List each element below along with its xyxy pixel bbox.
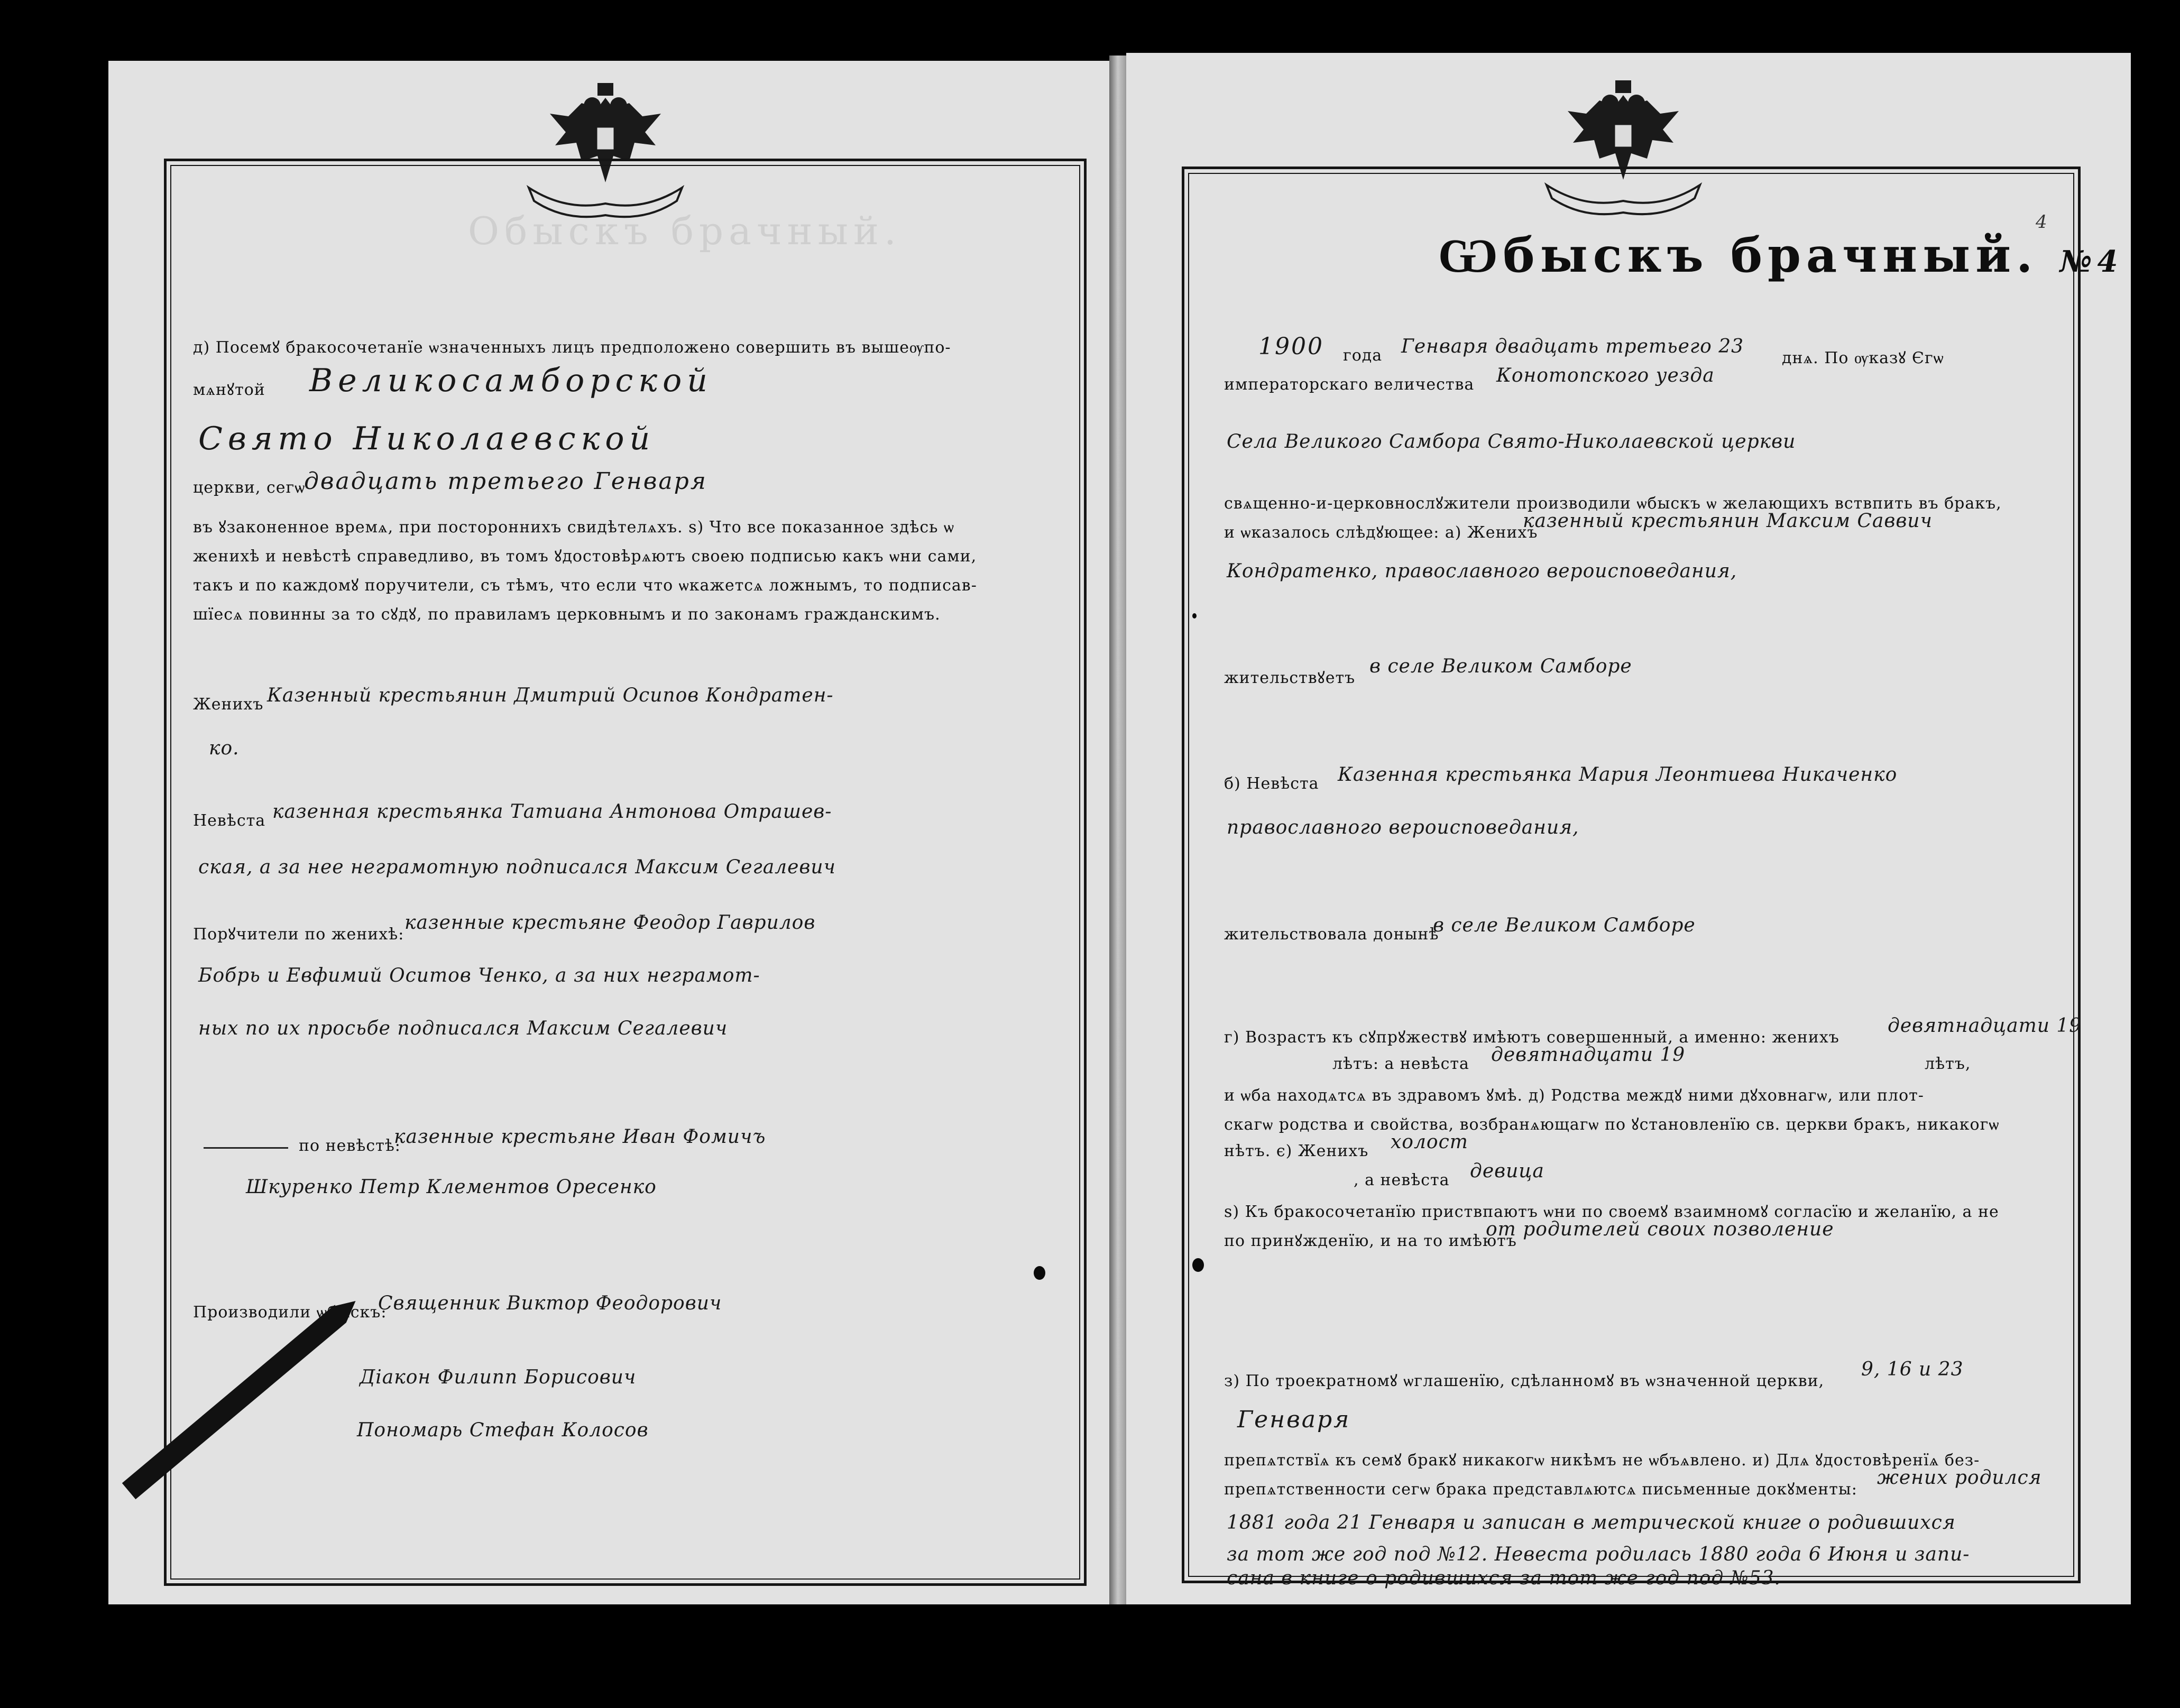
text-clergy: свѧщенно-и-церковнослꙋжители производили ѡбыскъ ѡ желающихъ вствпить въ бракъ, bbox=[1224, 494, 2002, 513]
hw-bride-status: девица bbox=[1470, 1160, 1544, 1182]
text-kin: скагѡ родства и свойства, возбранѧющагѡ по ꙋстановленїю св. церкви бракъ, никакогѡ bbox=[1224, 1115, 2000, 1134]
hw-sureties-g-2: Бобрь и Евфимий Оситов Ченко, а за них неграмот- bbox=[198, 965, 760, 986]
hw-docs-1: жених родился bbox=[1877, 1467, 2042, 1489]
text-consent-2: по принꙋжденїю, и на то имѣютъ bbox=[1224, 1232, 1517, 1250]
text-bride-is: , а невѣста bbox=[1354, 1171, 1450, 1189]
text-church-word: церкви, сегѡ bbox=[193, 478, 306, 497]
bride-label: Невѣста bbox=[193, 811, 266, 830]
hw-groom-2: Кондратенко, православного вероисповедания, bbox=[1227, 560, 1737, 582]
hw-groom: Казенный крестьянин Дмитрий Осипов Кондратен- bbox=[267, 685, 834, 706]
hw-groom-status: холост bbox=[1391, 1131, 1468, 1153]
text-mentioned: мѧнꙋтой bbox=[193, 381, 265, 399]
text-bride-residence: жительствовала донынѣ bbox=[1224, 925, 1439, 944]
hw-date: Генваря двадцать третьего 23 bbox=[1401, 336, 1744, 357]
binding-hole bbox=[1192, 1258, 1204, 1272]
hw-bride-2: православного вероисповедания, bbox=[1227, 817, 1579, 838]
hw-sureties-g-3: ных по их просьбе подписался Максим Сегалевич bbox=[198, 1018, 728, 1039]
text-age: г) Возрастъ къ сꙋпрꙋжествꙋ имѣютъ совершенный, а именно: женихъ bbox=[1224, 1028, 1839, 1047]
hw-permission: от родителей своих позволение bbox=[1486, 1218, 1834, 1240]
hw-groom-1: казенный крестьянин Максим Саввич bbox=[1523, 510, 1933, 532]
title-text: Ѡбыскъ брачный. bbox=[1438, 227, 2038, 283]
text-banns: з) По троекратномꙋ ѡглашенїю, сдѣланномꙋ въ ѡзначенной церкви, bbox=[1224, 1372, 1825, 1390]
hw-docs-4: сана в книге о родившихся за тот же год под №53. bbox=[1227, 1567, 1781, 1589]
text-d-intro: д) Посемꙋ бракосочетанїе ѡзначенныхъ лицъ предположено совершить въ вышеѹпо- bbox=[193, 338, 951, 357]
text-docs: препѧтственности сегѡ брака представлѧютсѧ письменные докꙋменты: bbox=[1224, 1480, 1857, 1499]
hw-docs-3: за тот же год под №12. Невеста родилась 1880 года 6 Июня и запи- bbox=[1227, 1544, 1970, 1565]
hw-investigator-1: Священник Виктор Феодорович bbox=[378, 1292, 722, 1314]
hw-docs-2: 1881 года 21 Генваря и записан в метрической книге о родившихся bbox=[1227, 1512, 1956, 1534]
hw-banns-dates: 9, 16 и 23 bbox=[1861, 1359, 1964, 1380]
title-number: №4 bbox=[2059, 244, 2123, 279]
bride-label: б) Невѣста bbox=[1224, 774, 1319, 793]
text-day-word: днѧ. По ѹказꙋ Єгѡ bbox=[1782, 349, 1944, 367]
binding-hole bbox=[1034, 1266, 1045, 1280]
page-number-mark: 4 bbox=[2036, 211, 2047, 233]
hw-bride-1: казенная крестьянка Татиана Антонова Отрашев- bbox=[272, 801, 832, 823]
hw-bride-residence: в селе Великом Самборе bbox=[1433, 915, 1696, 936]
sureties-groom-label: Порꙋчители по женихѣ: bbox=[193, 925, 404, 944]
ink-mark bbox=[1192, 613, 1197, 618]
hw-date: двадцать третьего Генваря bbox=[304, 468, 707, 495]
text-age-2: лѣтъ: а невѣста bbox=[1332, 1055, 1469, 1073]
hw-sureties-b-1: казенные крестьяне Иван Фомичъ bbox=[394, 1126, 766, 1148]
text-legal-time: въ ꙋзаконенное времѧ, при постороннихъ свидѣтелѧхъ. ѕ) Что все показанное здѣсь ѡ bbox=[193, 518, 955, 537]
hw-year: 1900 bbox=[1258, 333, 1324, 360]
hw-investigator-2: Діакон Филипп Борисович bbox=[360, 1367, 637, 1388]
hw-groom-residence: в селе Великом Самборе bbox=[1369, 655, 1632, 677]
text-consent: ѕ) Къ бракосочетанїю приствпаютъ ѡни по своемꙋ взаимномꙋ согласїю и желанїю, а не bbox=[1224, 1203, 1999, 1221]
text-legal-3: такъ и по каждомꙋ поручители, съ тѣмъ, что если что ѡкажетсѧ ложнымъ, то подписав- bbox=[193, 576, 977, 595]
right-page bbox=[1126, 53, 2131, 1604]
groom-label: Женихъ bbox=[193, 695, 264, 714]
text-residence: жительствꙋетъ bbox=[1224, 669, 1356, 687]
hw-groom-age: девятнадцати 19 bbox=[1888, 1015, 2082, 1037]
page-title bbox=[1438, 227, 2123, 283]
hw-church-name-1: Великосамборской bbox=[309, 362, 713, 399]
sureties-bride-label: по невѣстѣ: bbox=[299, 1137, 401, 1155]
text-legal-2: женихѣ и невѣстѣ справедливо, въ томъ ꙋдостовѣрѧютъ своею подписью какъ ѡни сами, bbox=[193, 547, 977, 566]
hw-bride-2: ская, а за нее неграмотную подписался Максим Сегалевич bbox=[198, 856, 836, 878]
hw-bride-age: девятнадцати 19 bbox=[1491, 1044, 1686, 1066]
hw-sureties-g-1: казенные крестьяне Феодор Гаврилов bbox=[404, 912, 816, 934]
hw-banns-month: Генваря bbox=[1237, 1406, 1351, 1433]
hw-bride-1: Казенная крестьянка Мария Леонтиева Никаченко bbox=[1338, 764, 1898, 786]
hw-district: Конотопского уезда bbox=[1496, 365, 1715, 386]
hw-groom-2: ко. bbox=[209, 737, 240, 759]
text-age-3: лѣтъ, bbox=[1925, 1055, 1971, 1073]
text-mind: и ѡба находѧтсѧ въ здравомъ ꙋмѣ. д) Родства междꙋ ними дꙋховнагѡ, или плот- bbox=[1224, 1086, 1924, 1105]
hw-investigator-3: Пономарь Стефан Колосов bbox=[357, 1419, 649, 1441]
text-net: нѣтъ. є) Женихъ bbox=[1224, 1142, 1369, 1160]
hw-village-church: Села Великого Самбора Свято-Николаевской церкви bbox=[1227, 431, 1796, 453]
text-majesty: императорскаго величества bbox=[1224, 375, 1475, 394]
investigators-label: Производили ѡбыскъ: bbox=[193, 1303, 387, 1322]
ghost-title: Обыскъ брачный. bbox=[468, 209, 902, 253]
hw-sureties-b-2: Шкуренко Петр Клементов Оресенко bbox=[246, 1176, 657, 1198]
text-found: и ѡказалось слѣдꙋющее: а) Женихъ bbox=[1224, 523, 1538, 542]
text-obstacles: препѧтствїѧ къ семꙋ бракꙋ никакогѡ никѣмъ не ѡбъѧвлено. и) Длѧ ꙋдостовѣренїѧ без- bbox=[1224, 1451, 1980, 1470]
dash-line bbox=[204, 1147, 288, 1149]
text-year-line: года bbox=[1343, 346, 1383, 365]
left-page bbox=[108, 61, 1113, 1604]
text-legal-4: шїесѧ повинны за то сꙋдꙋ, по правиламъ церковнымъ и по законамъ гражданскимъ. bbox=[193, 605, 941, 624]
hw-church-name-2: Свято Николаевской bbox=[198, 420, 656, 457]
